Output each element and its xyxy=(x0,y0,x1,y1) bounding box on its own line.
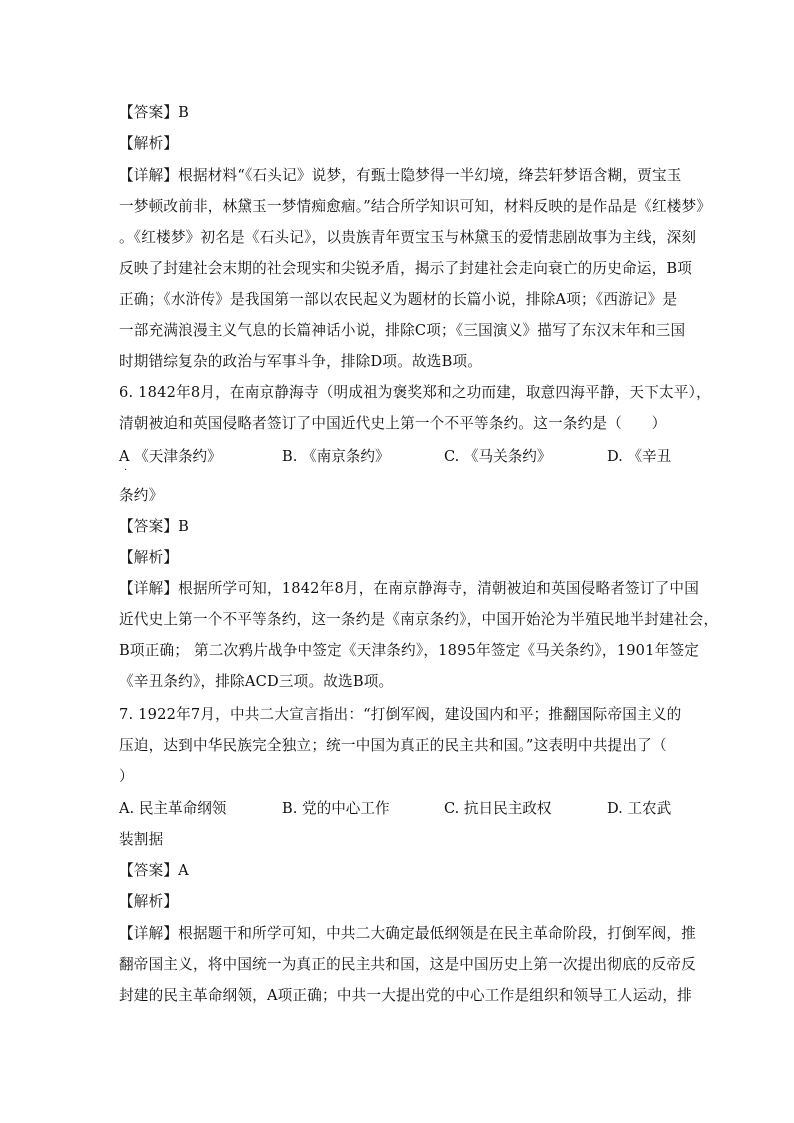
detail-line: 【详解】根据所学可知，1842年8月，在南京静海寺，清朝被迫和英国侵略者签订了中国 xyxy=(119,580,700,597)
q7-option-a: A. 民主革命纲领 xyxy=(119,800,227,817)
q7-option-d: D. 工农武 xyxy=(607,800,672,817)
q6-option-a: A 《天津条约》 xyxy=(119,448,222,465)
detail-line: 封建的民主革命纲领，A项正确；中共一大提出党的中心工作是组织和领导工人运动，排 xyxy=(119,987,692,1004)
detail-line: 一部充满浪漫主义气息的长篇神话小说，排除C项；《三国演义》描写了东汉末年和三国 xyxy=(119,322,686,339)
analysis-label: 【解析】 xyxy=(119,893,179,910)
q6-option-b: B. 《南京条约》 xyxy=(282,448,390,465)
question-6-stem: 6. 1842年8月，在南京静海寺（明成祖为褒奖郑和之功而建，取意四海平静，天下太平）， xyxy=(119,384,711,401)
detail-line: 翻帝国主义，将中国统一为真正的民主共和国，这是中国历史上第一次提出彻底的反帝反 xyxy=(119,956,696,973)
q6-option-c: C. 《马关条约》 xyxy=(444,448,552,465)
analysis-label: 【解析】 xyxy=(119,549,179,566)
question-7-stem: 7. 1922年7月，中共二大宣言指出：“打倒军阀，建设国内和平；推翻国际帝国主义的 xyxy=(119,706,682,723)
detail-line: 【详解】根据材料“《石头记》说梦，有甄士隐梦得一半幻境，绛芸轩梦语含糊，贾宝玉 xyxy=(119,167,682,184)
question-6-stem: 清朝被迫和英国侵略者签订了中国近代史上第一个不平等条约。这一条约是（ ） xyxy=(119,415,667,432)
detail-line: B项正确； 第二次鸦片战争中签定《天津条约》，1895年签定《马关条约》，1901年签定 xyxy=(119,642,700,659)
q6-option-d-wrap: 条约》 xyxy=(119,487,164,504)
analysis-label: 【解析】 xyxy=(119,135,179,152)
detail-line: 《辛丑条约》，排除ACD三项。故选B项。 xyxy=(119,673,394,690)
detail-line: 时期错综复杂的政治与军事斗争，排除D项。故选B项。 xyxy=(119,353,483,370)
detail-line: 【详解】根据题干和所学可知，中共二大确定最低纲领是在民主革命阶段，打倒军阀，推 xyxy=(119,925,696,942)
q7-option-c: C. 抗日民主政权 xyxy=(444,800,552,817)
emphasis-dot: · xyxy=(124,465,128,476)
q7-option-b: B. 党的中心工作 xyxy=(282,800,390,817)
answer-label: 【答案】A xyxy=(119,862,189,879)
detail-line: 反映了封建社会末期的社会现实和尖锐矛盾，揭示了封建社会走向衰亡的历史命运，B项 xyxy=(119,260,693,277)
answer-label: 【答案】B xyxy=(119,104,190,121)
q6-option-d: D. 《辛丑 xyxy=(607,448,672,465)
detail-line: 。《红楼梦》初名是《石头记》，以贵族青年贾宝玉与林黛玉的爱情悲剧故事为主线，深刻 xyxy=(119,229,697,246)
question-7-stem: ） xyxy=(119,768,134,785)
answer-label: 【答案】B xyxy=(119,518,190,535)
detail-line: 一梦顿改前非，林黛玉一梦情痴愈痼。”结合所学知识可知，材料反映的是作品是《红楼梦》 xyxy=(119,198,712,215)
detail-line: 正确；《水浒传》是我国第一部以农民起义为题材的长篇小说，排除A项；《西游记》是 xyxy=(119,291,678,308)
question-7-stem: 压迫，达到中华民族完全独立；统一中国为真正的民主共和国。”这表明中共提出了（ xyxy=(119,737,667,754)
q7-option-d-wrap: 装割据 xyxy=(119,831,164,848)
detail-line: 近代史上第一个不平等条约，这一条约是《南京条约》，中国开始沦为半殖民地半封建社会， xyxy=(119,611,719,628)
